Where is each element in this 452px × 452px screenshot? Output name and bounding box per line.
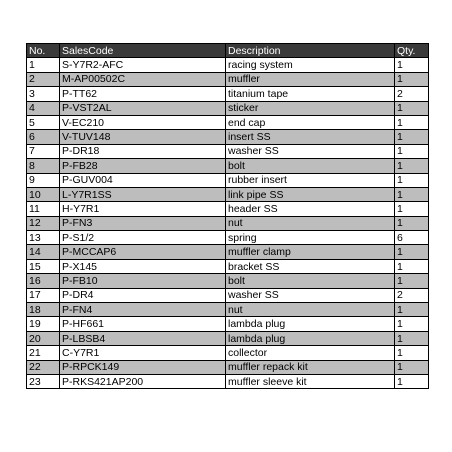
cell-description: muffler clamp xyxy=(226,245,395,259)
cell-no: 21 xyxy=(27,346,60,360)
cell-description: spring xyxy=(226,231,395,245)
cell-qty: 1 xyxy=(395,317,429,331)
cell-no: 2 xyxy=(27,72,60,86)
cell-description: titanium tape xyxy=(226,87,395,101)
cell-qty: 1 xyxy=(395,274,429,288)
cell-no: 20 xyxy=(27,331,60,345)
table-row xyxy=(27,144,429,158)
table-row xyxy=(27,173,429,187)
cell-salescode: P-LBSB4 xyxy=(60,331,226,345)
table-row xyxy=(27,360,429,374)
cell-description: washer SS xyxy=(226,144,395,158)
cell-description: muffler sleeve kit xyxy=(226,374,395,388)
cell-salescode: M-AP00502C xyxy=(60,72,226,86)
header-salescode: SalesCode xyxy=(60,44,226,58)
cell-qty: 1 xyxy=(395,360,429,374)
cell-no: 22 xyxy=(27,360,60,374)
cell-no: 6 xyxy=(27,130,60,144)
cell-qty: 1 xyxy=(395,346,429,360)
cell-salescode: L-Y7R1SS xyxy=(60,187,226,201)
cell-qty: 1 xyxy=(395,187,429,201)
cell-salescode: P-S1/2 xyxy=(60,231,226,245)
table-row xyxy=(27,115,429,129)
cell-qty: 1 xyxy=(395,130,429,144)
cell-no: 13 xyxy=(27,231,60,245)
cell-qty: 2 xyxy=(395,87,429,101)
cell-qty: 2 xyxy=(395,288,429,302)
cell-qty: 1 xyxy=(395,374,429,388)
cell-salescode: P-VST2AL xyxy=(60,101,226,115)
cell-qty: 1 xyxy=(395,115,429,129)
cell-description: bolt xyxy=(226,274,395,288)
cell-salescode: P-FB10 xyxy=(60,274,226,288)
cell-salescode: P-DR4 xyxy=(60,288,226,302)
cell-description: insert SS xyxy=(226,130,395,144)
cell-description: nut xyxy=(226,216,395,230)
cell-qty: 1 xyxy=(395,72,429,86)
table-row xyxy=(27,259,429,273)
cell-qty: 1 xyxy=(395,331,429,345)
header-qty: Qty. xyxy=(395,44,429,58)
cell-qty: 1 xyxy=(395,303,429,317)
cell-no: 16 xyxy=(27,274,60,288)
cell-description: washer SS xyxy=(226,288,395,302)
cell-description: link pipe SS xyxy=(226,187,395,201)
parts-list-table xyxy=(26,43,429,389)
cell-no: 4 xyxy=(27,101,60,115)
cell-description: lambda plug xyxy=(226,331,395,345)
cell-qty: 1 xyxy=(395,245,429,259)
cell-description: racing system xyxy=(226,58,395,72)
cell-qty: 1 xyxy=(395,58,429,72)
cell-no: 17 xyxy=(27,288,60,302)
table-row xyxy=(27,101,429,115)
cell-qty: 1 xyxy=(395,173,429,187)
cell-salescode: P-FB28 xyxy=(60,159,226,173)
cell-salescode: P-GUV004 xyxy=(60,173,226,187)
cell-description: bracket SS xyxy=(226,259,395,273)
cell-no: 19 xyxy=(27,317,60,331)
table-row xyxy=(27,317,429,331)
cell-no: 15 xyxy=(27,259,60,273)
cell-salescode: P-TT62 xyxy=(60,87,226,101)
table-row xyxy=(27,303,429,317)
table-header xyxy=(27,44,429,58)
table-row xyxy=(27,187,429,201)
header-row xyxy=(27,44,429,58)
cell-no: 12 xyxy=(27,216,60,230)
cell-description: end cap xyxy=(226,115,395,129)
cell-salescode: P-RPCK149 xyxy=(60,360,226,374)
table-row xyxy=(27,231,429,245)
cell-salescode: V-TUV148 xyxy=(60,130,226,144)
cell-salescode: P-FN4 xyxy=(60,303,226,317)
cell-description: lambda plug xyxy=(226,317,395,331)
table-row xyxy=(27,159,429,173)
cell-description: muffler repack kit xyxy=(226,360,395,374)
cell-no: 7 xyxy=(27,144,60,158)
cell-description: sticker xyxy=(226,101,395,115)
cell-salescode: P-FN3 xyxy=(60,216,226,230)
header-no: No. xyxy=(27,44,60,58)
cell-description: rubber insert xyxy=(226,173,395,187)
cell-no: 11 xyxy=(27,202,60,216)
cell-salescode: P-X145 xyxy=(60,259,226,273)
table-row xyxy=(27,274,429,288)
table-row xyxy=(27,130,429,144)
cell-no: 1 xyxy=(27,58,60,72)
table-row xyxy=(27,202,429,216)
cell-qty: 1 xyxy=(395,216,429,230)
cell-salescode: S-Y7R2-AFC xyxy=(60,58,226,72)
table-row xyxy=(27,58,429,72)
cell-salescode: P-DR18 xyxy=(60,144,226,158)
table-row xyxy=(27,374,429,388)
cell-no: 5 xyxy=(27,115,60,129)
cell-salescode: P-MCCAP6 xyxy=(60,245,226,259)
table-body xyxy=(27,58,429,389)
header-description: Description xyxy=(226,44,395,58)
cell-salescode: V-EC210 xyxy=(60,115,226,129)
cell-qty: 1 xyxy=(395,259,429,273)
cell-salescode: C-Y7R1 xyxy=(60,346,226,360)
cell-qty: 6 xyxy=(395,231,429,245)
cell-no: 8 xyxy=(27,159,60,173)
table-row xyxy=(27,72,429,86)
table-row xyxy=(27,346,429,360)
cell-qty: 1 xyxy=(395,159,429,173)
cell-qty: 1 xyxy=(395,101,429,115)
cell-qty: 1 xyxy=(395,202,429,216)
cell-no: 18 xyxy=(27,303,60,317)
cell-salescode: H-Y7R1 xyxy=(60,202,226,216)
cell-salescode: P-HF661 xyxy=(60,317,226,331)
cell-description: header SS xyxy=(226,202,395,216)
cell-qty: 1 xyxy=(395,144,429,158)
table-row xyxy=(27,288,429,302)
cell-description: bolt xyxy=(226,159,395,173)
table-row xyxy=(27,216,429,230)
cell-no: 14 xyxy=(27,245,60,259)
table-row xyxy=(27,331,429,345)
cell-description: collector xyxy=(226,346,395,360)
cell-description: nut xyxy=(226,303,395,317)
table-row xyxy=(27,245,429,259)
cell-no: 9 xyxy=(27,173,60,187)
table-row xyxy=(27,87,429,101)
cell-no: 10 xyxy=(27,187,60,201)
cell-no: 3 xyxy=(27,87,60,101)
cell-salescode: P-RKS421AP200 xyxy=(60,374,226,388)
cell-description: muffler xyxy=(226,72,395,86)
cell-no: 23 xyxy=(27,374,60,388)
